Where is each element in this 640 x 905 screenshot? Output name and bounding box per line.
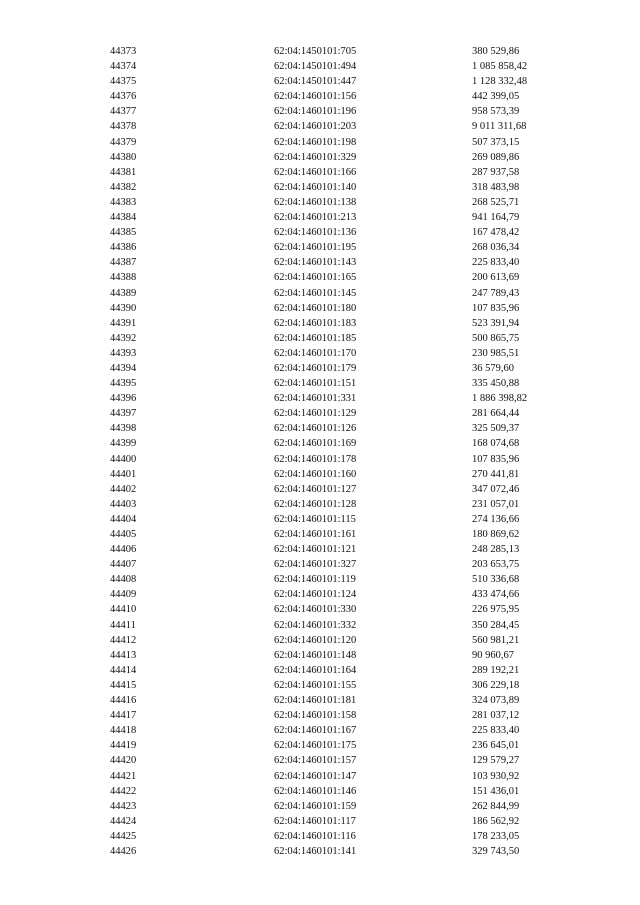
value-cell: 230 985,51 xyxy=(472,347,520,359)
row-number-cell: 44407 xyxy=(110,559,137,571)
cadastral-number-cell: 62:04:1460101:124 xyxy=(274,589,357,601)
row-number-cell: 44412 xyxy=(110,634,137,646)
table-row xyxy=(0,557,640,572)
row-number-cell: 44396 xyxy=(110,393,137,405)
value-cell: 90 960,67 xyxy=(472,649,514,661)
row-number-cell: 44405 xyxy=(110,529,137,540)
cadastral-number-cell: 62:04:1460101:203 xyxy=(274,121,357,133)
value-cell: 500 865,75 xyxy=(472,332,520,344)
table-row xyxy=(0,44,640,59)
value-cell: 335 450,88 xyxy=(472,378,520,390)
value-cell: 107 835,96 xyxy=(472,302,520,314)
cadastral-number-cell: 62:04:1460101:158 xyxy=(274,710,357,722)
value-cell: 1 085 858,42 xyxy=(472,61,528,73)
table-row xyxy=(0,165,640,180)
value-cell: 262 844,99 xyxy=(472,800,520,812)
row-number-cell: 44399 xyxy=(110,438,137,450)
value-cell: 442 399,05 xyxy=(472,91,520,103)
value-cell: 329 743,50 xyxy=(472,845,520,857)
cadastral-number-cell: 62:04:1460101:136 xyxy=(274,227,357,239)
table-row xyxy=(0,693,640,708)
value-cell: 200 613,69 xyxy=(472,272,520,284)
table-row xyxy=(0,195,640,210)
value-cell: 151 436,01 xyxy=(472,785,520,797)
value-cell: 523 391,94 xyxy=(472,317,520,329)
cadastral-number-cell: 62:04:1460101:327 xyxy=(274,559,357,571)
cadastral-number-cell: 62:04:1460101:178 xyxy=(274,453,357,465)
row-number-cell: 44419 xyxy=(110,740,137,752)
table-row xyxy=(0,784,640,799)
row-number-cell: 44376 xyxy=(110,91,137,103)
value-cell: 203 653,75 xyxy=(472,559,520,571)
row-number-cell: 44410 xyxy=(110,604,137,616)
table-row xyxy=(0,663,640,678)
cadastral-number-cell: 62:04:1460101:151 xyxy=(274,378,357,390)
row-number-cell: 44401 xyxy=(110,468,137,480)
row-number-cell: 44380 xyxy=(110,151,137,163)
table-row xyxy=(0,738,640,753)
value-cell: 281 664,44 xyxy=(472,408,520,420)
value-cell: 225 833,40 xyxy=(472,257,520,269)
value-cell: 510 336,68 xyxy=(472,574,520,586)
table-row xyxy=(0,89,640,104)
value-cell: 231 057,01 xyxy=(472,498,520,510)
cadastral-number-cell: 62:04:1460101:120 xyxy=(274,634,357,646)
row-number-cell: 44374 xyxy=(110,61,137,73)
cadastral-number-cell: 62:04:1460101:167 xyxy=(274,725,357,737)
cadastral-number-cell: 62:04:1460101:166 xyxy=(274,166,357,178)
cadastral-number-cell: 62:04:1460101:143 xyxy=(274,257,357,269)
row-number-cell: 44378 xyxy=(110,121,137,133)
row-number-cell: 44383 xyxy=(110,196,137,208)
row-number-cell: 44415 xyxy=(110,679,137,691)
value-cell: 306 229,18 xyxy=(472,679,520,691)
table-row xyxy=(0,844,640,859)
cadastral-number-cell: 62:04:1450101:494 xyxy=(274,61,357,73)
value-cell: 247 789,43 xyxy=(472,287,520,299)
table-row xyxy=(0,331,640,346)
row-number-cell: 44404 xyxy=(110,513,137,525)
row-number-cell: 44393 xyxy=(110,347,137,359)
cadastral-number-cell: 62:04:1460101:138 xyxy=(274,196,357,208)
cadastral-number-cell: 62:04:1460101:195 xyxy=(274,242,357,254)
value-cell: 129 579,27 xyxy=(472,755,520,767)
row-number-cell: 44402 xyxy=(110,483,137,495)
cadastral-number-cell: 62:04:1460101:127 xyxy=(274,483,357,495)
row-number-cell: 44416 xyxy=(110,695,137,707)
value-cell: 318 483,98 xyxy=(472,181,520,193)
cadastral-number-cell: 62:04:1460101:140 xyxy=(274,181,357,193)
cadastral-number-cell: 62:04:1460101:185 xyxy=(274,332,357,344)
table-row xyxy=(0,648,640,663)
table-row xyxy=(0,361,640,376)
value-cell: 269 089,86 xyxy=(472,151,520,163)
table-row xyxy=(0,421,640,436)
cadastral-number-cell: 62:04:1460101:116 xyxy=(274,830,356,842)
table-row xyxy=(0,633,640,648)
table-row xyxy=(0,769,640,784)
cadastral-number-cell: 62:04:1460101:165 xyxy=(274,272,357,284)
value-cell: 103 930,92 xyxy=(472,770,520,782)
value-cell: 941 164,79 xyxy=(472,212,520,224)
table-row xyxy=(0,376,640,391)
value-cell: 325 509,37 xyxy=(472,423,520,435)
row-number-cell: 44408 xyxy=(110,574,137,586)
table-row xyxy=(0,723,640,738)
value-cell: 186 562,92 xyxy=(472,815,520,827)
cadastral-number-cell: 62:04:1460101:180 xyxy=(274,302,357,314)
row-number-cell: 44382 xyxy=(110,181,137,193)
row-number-cell: 44379 xyxy=(110,136,137,148)
table-row xyxy=(0,104,640,119)
row-number-cell: 44424 xyxy=(110,815,137,827)
value-cell: 1 128 332,48 xyxy=(472,76,528,88)
value-cell: 270 441,81 xyxy=(472,468,520,480)
table-row xyxy=(0,436,640,451)
row-number-cell: 44406 xyxy=(110,544,137,556)
table-row xyxy=(0,286,640,301)
value-cell: 36 579,60 xyxy=(472,362,514,374)
value-cell: 268 036,34 xyxy=(472,242,520,254)
row-number-cell: 44397 xyxy=(110,408,137,420)
cadastral-number-cell: 62:04:1460101:175 xyxy=(274,740,357,752)
table-row xyxy=(0,497,640,512)
row-number-cell: 44426 xyxy=(110,845,137,857)
table-row xyxy=(0,602,640,617)
table-row xyxy=(0,512,640,527)
cadastral-number-cell: 62:04:1460101:332 xyxy=(274,619,357,631)
row-number-cell: 44400 xyxy=(110,453,137,465)
cadastral-number-cell: 62:04:1460101:129 xyxy=(274,408,357,420)
cadastral-number-cell: 62:04:1460101:170 xyxy=(274,347,357,359)
value-cell: 180 869,62 xyxy=(472,529,520,540)
value-cell: 507 373,15 xyxy=(472,136,520,148)
table-row xyxy=(0,391,640,406)
cadastral-number-cell: 62:04:1450101:447 xyxy=(274,76,357,88)
value-cell: 287 937,58 xyxy=(472,166,520,178)
table-row xyxy=(0,225,640,240)
table-row xyxy=(0,708,640,723)
row-number-cell: 44385 xyxy=(110,227,137,239)
value-cell: 324 073,89 xyxy=(472,695,520,707)
table-row xyxy=(0,210,640,225)
table-row xyxy=(0,270,640,285)
cadastral-number-cell: 62:04:1460101:146 xyxy=(274,785,357,797)
value-cell: 167 478,42 xyxy=(472,227,520,239)
value-cell: 248 285,13 xyxy=(472,544,520,556)
value-cell: 289 192,21 xyxy=(472,664,520,676)
table-row xyxy=(0,527,640,542)
cadastral-number-cell: 62:04:1460101:330 xyxy=(274,604,357,616)
cadastral-number-cell: 62:04:1460101:145 xyxy=(274,287,357,299)
cadastral-number-cell: 62:04:1460101:121 xyxy=(274,544,357,556)
value-cell: 347 072,46 xyxy=(472,483,520,495)
table-row xyxy=(0,467,640,482)
row-number-cell: 44389 xyxy=(110,287,137,299)
value-cell: 168 074,68 xyxy=(472,438,520,450)
row-number-cell: 44398 xyxy=(110,423,137,435)
row-number-cell: 44411 xyxy=(110,619,136,631)
row-number-cell: 44421 xyxy=(110,770,137,782)
value-cell: 268 525,71 xyxy=(472,196,520,208)
row-number-cell: 44395 xyxy=(110,378,137,390)
data-table xyxy=(0,44,640,859)
value-cell: 560 981,21 xyxy=(472,634,520,646)
table-row xyxy=(0,572,640,587)
value-cell: 281 037,12 xyxy=(472,710,520,722)
row-number-cell: 44418 xyxy=(110,725,137,737)
cadastral-number-cell: 62:04:1460101:329 xyxy=(274,151,357,163)
value-cell: 274 136,66 xyxy=(472,513,520,525)
cadastral-number-cell: 62:04:1460101:179 xyxy=(274,362,357,374)
row-number-cell: 44409 xyxy=(110,589,137,601)
table-row xyxy=(0,316,640,331)
table-row xyxy=(0,753,640,768)
table-row xyxy=(0,74,640,89)
table-row xyxy=(0,346,640,361)
cadastral-number-cell: 62:04:1460101:164 xyxy=(274,664,357,676)
row-number-cell: 44420 xyxy=(110,755,137,767)
value-cell: 107 835,96 xyxy=(472,453,520,465)
row-number-cell: 44387 xyxy=(110,257,137,269)
table-row xyxy=(0,618,640,633)
cadastral-number-cell: 62:04:1460101:141 xyxy=(274,845,357,857)
row-number-cell: 44414 xyxy=(110,664,137,676)
cadastral-number-cell: 62:04:1460101:126 xyxy=(274,423,357,435)
row-number-cell: 44375 xyxy=(110,76,137,88)
row-number-cell: 44425 xyxy=(110,830,137,842)
cadastral-number-cell: 62:04:1460101:128 xyxy=(274,498,357,510)
row-number-cell: 44417 xyxy=(110,710,137,722)
value-cell: 380 529,86 xyxy=(472,46,520,57)
row-number-cell: 44386 xyxy=(110,242,137,254)
table-row xyxy=(0,829,640,844)
table-row xyxy=(0,814,640,829)
cadastral-number-cell: 62:04:1460101:147 xyxy=(274,770,357,782)
table-row xyxy=(0,135,640,150)
cadastral-number-cell: 62:04:1460101:160 xyxy=(274,468,357,480)
row-number-cell: 44388 xyxy=(110,272,137,284)
row-number-cell: 44390 xyxy=(110,302,137,314)
cadastral-number-cell: 62:04:1460101:157 xyxy=(274,755,357,767)
table-row xyxy=(0,587,640,602)
table-row xyxy=(0,240,640,255)
value-cell: 350 284,45 xyxy=(472,619,520,631)
cadastral-number-cell: 62:04:1460101:196 xyxy=(274,106,357,118)
row-number-cell: 44413 xyxy=(110,649,137,661)
value-cell: 958 573,39 xyxy=(472,106,520,118)
cadastral-number-cell: 62:04:1460101:159 xyxy=(274,800,357,812)
table-row xyxy=(0,255,640,270)
table-row xyxy=(0,406,640,421)
table-row xyxy=(0,799,640,814)
row-number-cell: 44422 xyxy=(110,785,137,797)
value-cell: 236 645,01 xyxy=(472,740,520,752)
table-row xyxy=(0,119,640,134)
row-number-cell: 44381 xyxy=(110,166,137,178)
row-number-cell: 44391 xyxy=(110,317,137,329)
table-row xyxy=(0,150,640,165)
row-number-cell: 44377 xyxy=(110,106,137,118)
row-number-cell: 44394 xyxy=(110,362,137,374)
cadastral-number-cell: 62:04:1460101:181 xyxy=(274,695,357,707)
cadastral-number-cell: 62:04:1460101:183 xyxy=(274,317,357,329)
cadastral-number-cell: 62:04:1460101:119 xyxy=(274,574,356,586)
value-cell: 433 474,66 xyxy=(472,589,520,601)
table-row xyxy=(0,678,640,693)
value-cell: 9 011 311,68 xyxy=(472,121,527,133)
table-row xyxy=(0,301,640,316)
table-row xyxy=(0,542,640,557)
cadastral-number-cell: 62:04:1460101:117 xyxy=(274,815,356,827)
table-row xyxy=(0,59,640,74)
cadastral-number-cell: 62:04:1460101:156 xyxy=(274,91,357,103)
cadastral-number-cell: 62:04:1460101:148 xyxy=(274,649,357,661)
value-cell: 225 833,40 xyxy=(472,725,520,737)
row-number-cell: 44384 xyxy=(110,212,137,224)
cadastral-number-cell: 62:04:1460101:161 xyxy=(274,529,357,540)
cadastral-number-cell: 62:04:1460101:115 xyxy=(274,513,356,525)
row-number-cell: 44423 xyxy=(110,800,137,812)
cadastral-number-cell: 62:04:1460101:213 xyxy=(274,212,357,224)
row-number-cell: 44373 xyxy=(110,46,137,57)
value-cell: 226 975,95 xyxy=(472,604,520,616)
value-cell: 178 233,05 xyxy=(472,830,520,842)
cadastral-number-cell: 62:04:1460101:155 xyxy=(274,679,357,691)
cadastral-number-cell: 62:04:1460101:169 xyxy=(274,438,357,450)
table-row xyxy=(0,482,640,497)
cadastral-number-cell: 62:04:1450101:705 xyxy=(274,46,357,57)
cadastral-number-cell: 62:04:1460101:198 xyxy=(274,136,357,148)
value-cell: 1 886 398,82 xyxy=(472,393,528,405)
table-row xyxy=(0,452,640,467)
cadastral-number-cell: 62:04:1460101:331 xyxy=(274,393,357,405)
table-row xyxy=(0,180,640,195)
row-number-cell: 44403 xyxy=(110,498,137,510)
row-number-cell: 44392 xyxy=(110,332,137,344)
